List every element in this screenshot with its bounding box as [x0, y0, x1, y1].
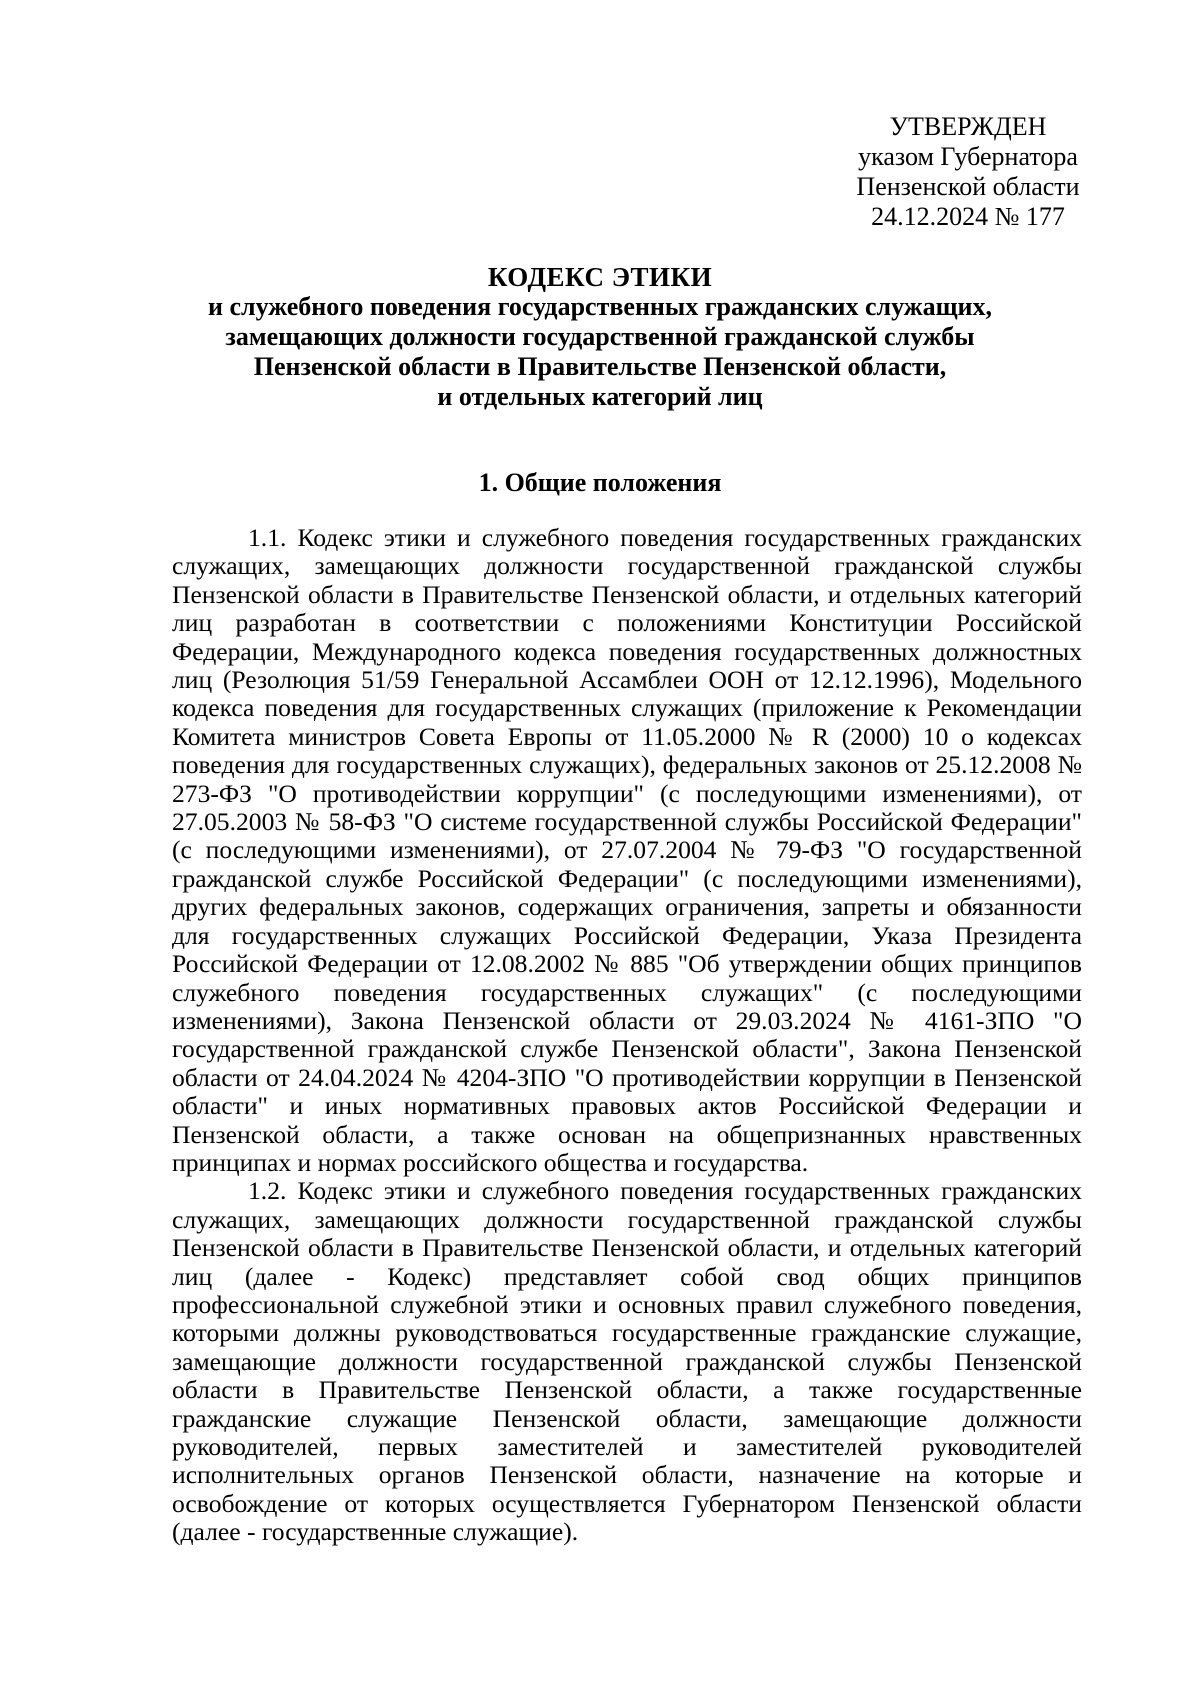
document-subtitle-line: и отдельных категорий лиц — [437, 382, 763, 411]
approval-status: УТВЕРЖДЕН — [889, 112, 1047, 141]
document-body — [172, 524, 1082, 1547]
approval-region: Пензенской области — [856, 172, 1080, 201]
approval-stamp — [818, 112, 1118, 232]
paragraph-1-1: 1.1. Кодекс этики и служебного поведения государственных гражданских служащих, замещающих должности государственной гражданской службы Пензенской области в Правительстве Пензенской области, и отдельных категорий лиц разработан в соответствии с положениями Конституции Российской Федерации, Международного кодекса поведения государственных должностных лиц (Резолюция 51/59 Генеральной Ассамблеи ООН от 12.12.1996), Модельного кодекса поведения для государственных служащих (приложение к Рекомендации Комитета министров Совета Европы от 11.05.2000 № R (2000) 10 о кодексах поведения для государственных служащих), федеральных законов от 25.12.2008 № 273-ФЗ "О противодействии коррупции" (с последующими изменениями), от 27.05.2003 № 58-ФЗ "О системе государственной службы Российской Федерации" (с последующими изменениями), от 27.07.2004 № 79-ФЗ "О государственной гражданской службе Российской Федерации" (с последующими изменениями), других федеральных законов, содержащих ограничения, запреты и обязанности для государственных служащих Российской Федерации, Указа Президента Российской Федерации от 12.08.2002 № 885 "Об утверждении общих принципов служебного поведения государственных служащих" (с последующими изменениями), Закона Пензенской области от 29.03.2024 № 4161-ЗПО "О государственной гражданской службе Пензенской области", Закона Пензенской области от 24.04.2024 № 4204-ЗПО "О противодействии коррупции в Пензенской области" и иных нормативных правовых актов Российской Федерации и Пензенской области, а также основан на общепризнанных нравственных принципах и нормах российского общества и государства. — [172, 523, 1082, 1177]
document-subtitle-line: и служебного поведения государственных гражданских служащих, — [207, 292, 993, 321]
document-title: КОДЕКС ЭТИКИ — [487, 262, 713, 292]
approval-date-number: 24.12.2024 № 177 — [871, 202, 1065, 231]
document-title-block — [150, 262, 1050, 412]
document-subtitle-line: Пензенской области в Правительстве Пензенской области, — [253, 352, 947, 381]
paragraph-1-2: 1.2. Кодекс этики и служебного поведения государственных гражданских служащих, замещающих должности государственной гражданской службы Пензенской области в Правительстве Пензенской области, и отдельных категорий лиц (далее - Кодекс) представляет собой свод общих принципов профессиональной служебной этики и основных правил служебного поведения, которыми должны руководствоваться государственные гражданские служащие, замещающие должности государственной гражданской службы Пензенской области в Правительстве Пензенской области, а также государственные гражданские служащие Пензенской области, замещающие должности руководителей, первых заместителей и заместителей руководителей исполнительных органов Пензенской области, назначение на которые и освобождение от которых осуществляется Губернатором Пензенской области (далее - государственные служащие). — [172, 1176, 1082, 1547]
document-subtitle-line: замещающих должности государственной гражданской службы — [225, 322, 975, 351]
section-heading: 1. Общие положения — [478, 468, 722, 497]
approval-authority: указом Губернатора — [858, 142, 1078, 171]
